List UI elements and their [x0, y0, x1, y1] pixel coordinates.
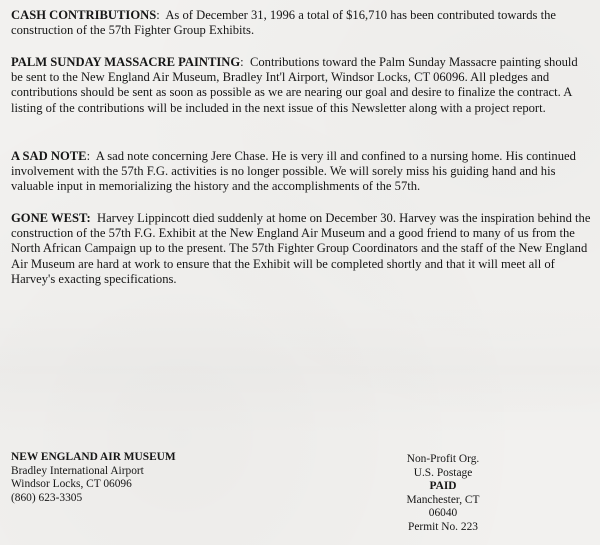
- return-address-phone: (860) 623-3305: [11, 491, 83, 504]
- return-address-organization: NEW ENGLAND AIR MUSEUM: [11, 451, 176, 463]
- body-sad-note: A sad note concerning Jere Chase. He is very ill and confined to a nursing home. His continued involvement with the 57th F.G. activities is no longer possible. We will sorely miss his guiding hand and his valuable input in memorializing the history and the accomplishments of the 57th.: [11, 149, 576, 194]
- body-cash-contributions: As of December 31, 1996 a total of $16,710 has been contributed towards the construction of the 57th Fighter Group Exhibits.: [11, 8, 556, 38]
- paragraph-gone-west: [11, 211, 591, 287]
- heading-sad-note: A SAD NOTE: [11, 149, 87, 163]
- paper-fold-shading: [0, 300, 600, 440]
- heading-palm-sunday: PALM SUNDAY MASSACRE PAINTING: [11, 55, 241, 69]
- heading-cash-contributions: CASH CONTRIBUTIONS: [11, 8, 157, 22]
- heading-separator: :: [240, 55, 244, 69]
- postage-city: Manchester, CT: [406, 493, 480, 506]
- body-palm-sunday: Contributions toward the Palm Sunday Massacre painting should be sent to the New England Air Museum, Bradley Int'l Airport, Windsor Locks, CT 06096. All pledges and contributions should be sent as soon as possible as we are nearing our goal and desire to finalize the contract. A listing of the contributions will be included in the next issue of this Newsletter along with a project report.: [11, 55, 578, 115]
- heading-separator: :: [86, 149, 91, 163]
- return-address: [11, 451, 176, 505]
- heading-gone-west: GONE WEST:: [11, 211, 91, 225]
- return-address-line2: Windsor Locks, CT 06096: [11, 478, 132, 491]
- postage-us-postage: U.S. Postage: [413, 466, 473, 479]
- paragraph-sad-note: [11, 149, 591, 195]
- body-gone-west: Harvey Lippincott died suddenly at home on December 30. Harvey was the inspiration behind the construction of the 57th F.G. Exhibit at the New England Air Museum and a good friend to many of us from the North African Campaign up to the present. The 57th Fighter Group Coordinators and the staff of the New England Air Museum are hard at work to ensure that the Exhibit will be completed shortly and that it will meet all of Harvey's exacting specifications.: [11, 211, 591, 286]
- postage-paid: PAID: [429, 480, 457, 493]
- postage-nonprofit: Non-Profit Org.: [406, 453, 480, 465]
- postage-indicia: [380, 453, 506, 535]
- paragraph-cash-contributions: [11, 8, 591, 38]
- postage-permit: Permit No. 223: [408, 520, 478, 533]
- postage-zip: 06040: [428, 507, 458, 520]
- heading-separator: :: [156, 8, 160, 22]
- paragraph-palm-sunday: [11, 55, 591, 116]
- return-address-line1: Bradley International Airport: [11, 464, 144, 477]
